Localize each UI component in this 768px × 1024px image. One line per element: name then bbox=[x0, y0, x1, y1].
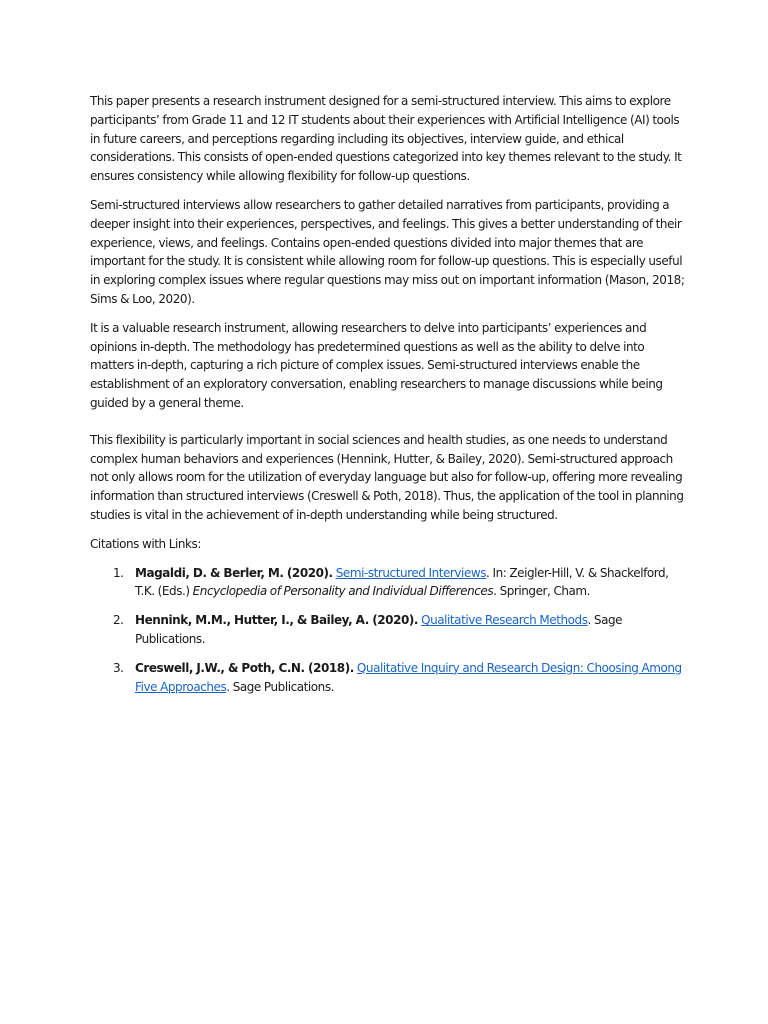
paragraph-intro: This paper presents a research instrument designed for a semi-structured interview. This aims to explore participants’ from Grade 11 and 12 IT students about their experiences with Artificial Intelligence (AI) tools in future careers, and perceptions regarding including its objectives, interview guide, and ethical considerations. This consists of open-ended questions categorized into key themes relevant to the study. It ensures consistency while allowing flexibility for follow-up questions. bbox=[90, 94, 682, 184]
citations-list bbox=[90, 564, 690, 697]
citation-link[interactable]: Semi-structured Interviews bbox=[335, 565, 487, 580]
citation-number: 3. bbox=[113, 660, 124, 675]
citation-item bbox=[90, 611, 690, 649]
citation-book-title: Encyclopedia of Personality and Individual Differences bbox=[192, 584, 494, 599]
paragraph-valuable-instrument: It is a valuable research instrument, allowing researchers to delve into participants’ experiences and opinions in-depth. The methodology has predetermined questions as well as the ability to delve into matters in-depth, capturing a rich picture of complex issues. Semi-structured interviews enable the establishment of an exploratory conversation, enabling researchers to manage discussions while being guided by a general theme. bbox=[90, 320, 663, 410]
citation-authors: Creswell, J.W., & Poth, C.N. (2018). bbox=[135, 660, 354, 675]
citation-publisher: . Springer, Cham. bbox=[493, 584, 591, 599]
citation-authors: Magaldi, D. & Berler, M. (2020). bbox=[135, 565, 333, 580]
document-page bbox=[90, 92, 690, 706]
paragraph-flexibility: This flexibility is particularly important in social sciences and health studies, as one needs to understand complex human behaviors and experiences (Hennink, Hutter, & Bailey, 2020). Semi-structured approach not only allows room for the utilization of everyday language but also for follow-up, offering more revealing information than structured interviews (Creswell & Poth, 2018). Thus, the application of the tool in planning studies is vital in the achievement of in-depth understanding while being structured. bbox=[90, 432, 684, 522]
citation-publisher: . Sage Publications. bbox=[135, 613, 623, 646]
citations-heading: Citations with Links: bbox=[90, 536, 201, 551]
citation-link[interactable]: Qualitative Inquiry and Research Design: Choosing Among Five Approaches bbox=[135, 660, 682, 694]
paragraph-semi-structured-interviews: Semi-structured interviews allow researchers to gather detailed narratives from participants, providing a deeper insight into their experiences, perspectives, and feelings. This gives a better understanding of their experience, views, and feelings. Contains open-ended questions divided into major themes that are important for the study. It is consistent while allowing room for follow-up questions. This is especially useful in exploring complex issues where regular questions may miss out on important information (Mason, 2018; Sims & Loo, 2020). bbox=[90, 197, 685, 306]
citation-publisher: . Sage Publications. bbox=[226, 679, 334, 694]
citation-item bbox=[90, 564, 690, 602]
citation-number: 1. bbox=[113, 565, 124, 580]
citation-link[interactable]: Qualitative Research Methods bbox=[421, 613, 588, 628]
citation-number: 2. bbox=[113, 613, 124, 628]
citation-authors: Hennink, M.M., Hutter, I., & Bailey, A. (2020). bbox=[135, 613, 419, 628]
citation-source: . In: Zeigler-Hill, V. & Shackelford, T.K. (Eds.) bbox=[135, 565, 669, 599]
citation-item bbox=[90, 659, 690, 697]
